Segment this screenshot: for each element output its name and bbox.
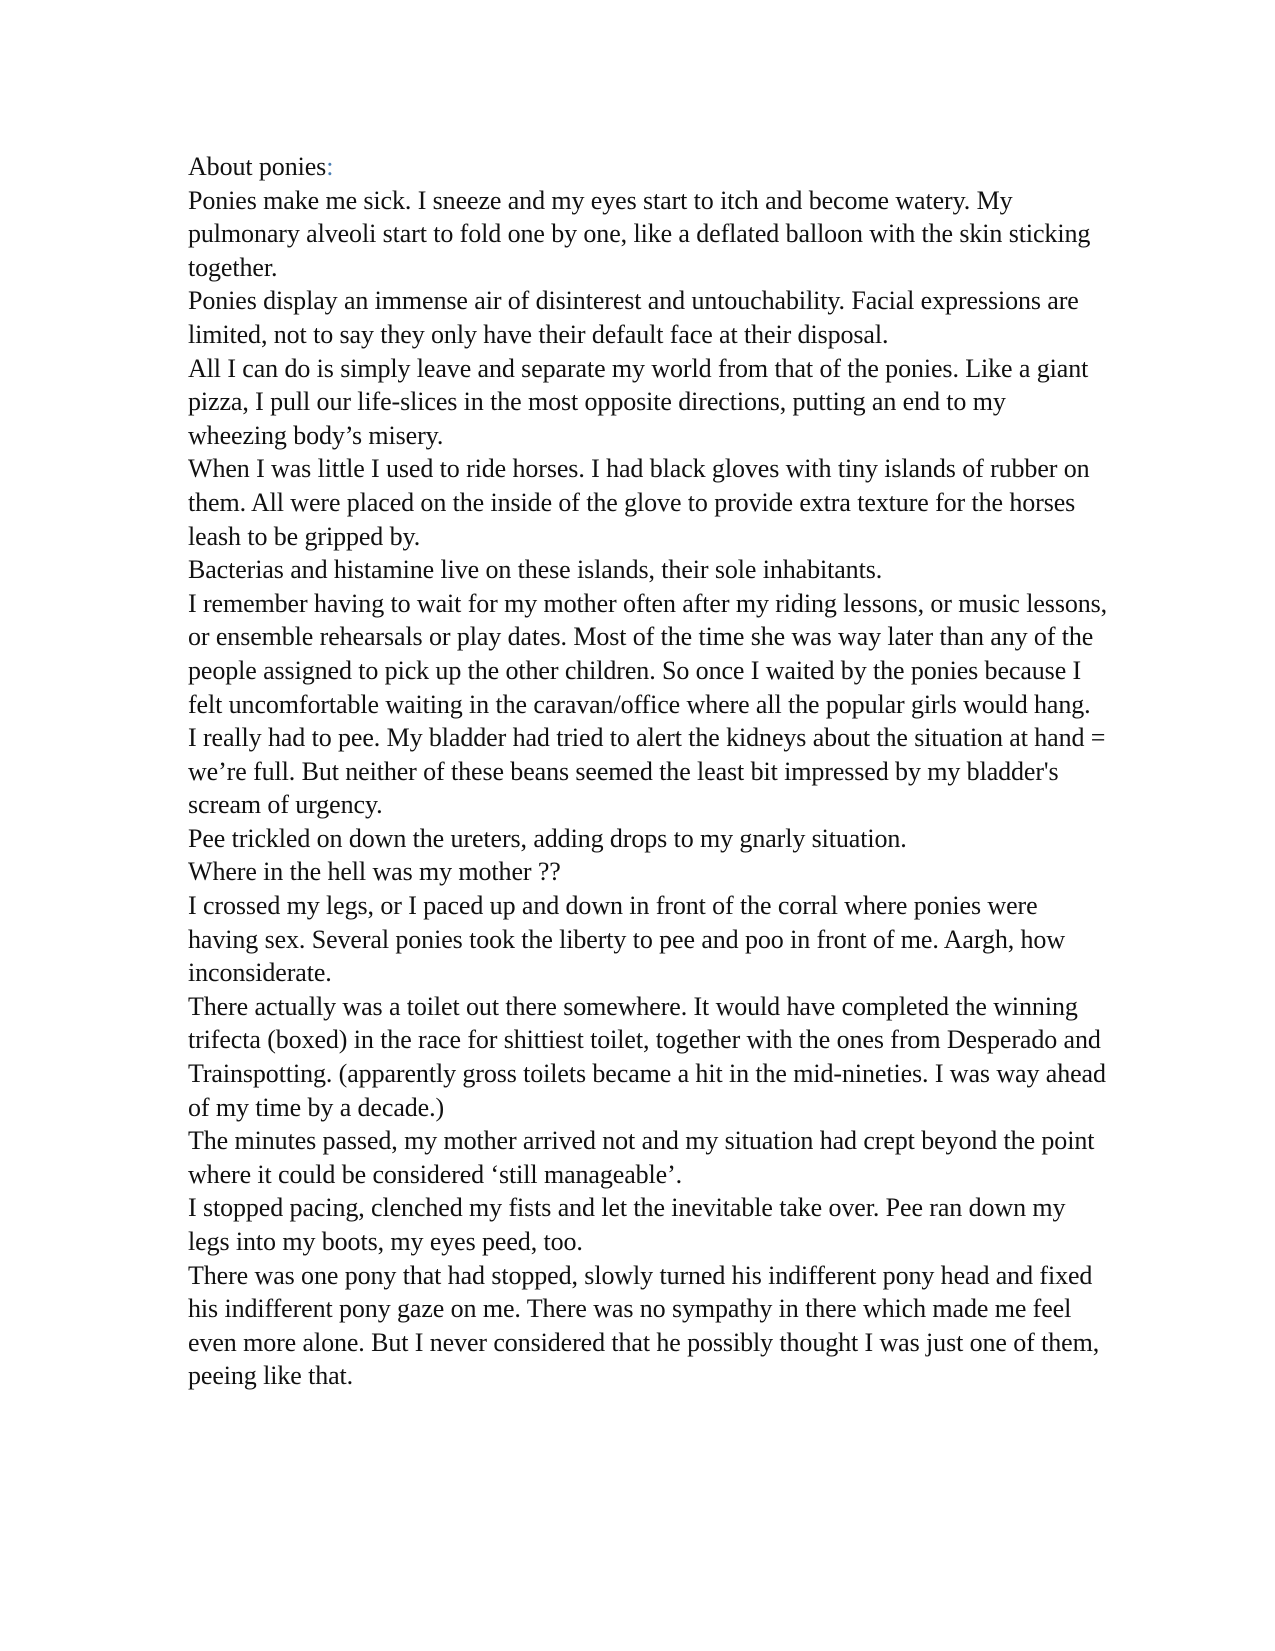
paragraph-13: I stopped pacing, clenched my fists and let the inevitable take over. Pee ran down my legs into my boots, my eyes peed, too. (188, 1193, 1066, 1256)
paragraph-4: When I was little I used to ride horses. I had black gloves with tiny islands of rubber on them. All were placed on the inside of the glove to provide extra texture for the horses leash to be gripped by. (188, 454, 1090, 551)
title-colon: : (326, 152, 334, 181)
paragraph-11: There actually was a toilet out there somewhere. It would have completed the winning trifecta (boxed) in the race for shittiest toilet, together with the ones from Desperado and Trainspotting. (apparently gross toilets became a hit in the mid-nineties. I was way ahead of my time by a decade.) (188, 991, 1106, 1122)
paragraph-6: I remember having to wait for my mother often after my riding lessons, or music lessons, or ensemble rehearsals or play dates. Most of the time she was way later than any of the people assigned to pick up the other children. So once I waited by the ponies because I felt uncomfortable waiting in the caravan/office where all the popular girls would hang. (188, 588, 1108, 719)
paragraph-3: All I can do is simply leave and separate my world from that of the ponies. Like a giant pizza, I pull our life-slices in the most opposite directions, putting an end to my wheezing body’s misery. (188, 353, 1089, 450)
paragraph-14: There was one pony that had stopped, slowly turned his indifferent pony head and fixed his indifferent pony gaze on me. There was no sympathy in there which made me feel even more alone. But I never considered that he possibly thought I was just one of them, peeing like that. (188, 1260, 1100, 1391)
document-body (188, 150, 1108, 1393)
paragraph-12: The minutes passed, my mother arrived not and my situation had crept beyond the point where it could be considered ‘still manageable’. (188, 1126, 1095, 1189)
title-text: About ponies (188, 152, 327, 181)
paragraph-1: Ponies make me sick. I sneeze and my eyes start to itch and become watery. My pulmonary alveoli start to fold one by one, like a deflated balloon with the skin sticking together. (188, 185, 1091, 282)
document-title (188, 150, 1108, 184)
paragraph-7: I really had to pee. My bladder had tried to alert the kidneys about the situation at hand = we’re full. But neither of these beans seemed the least bit impressed by my bladder's scream of urgency. (188, 723, 1106, 820)
paragraph-5: Bacterias and histamine live on these islands, their sole inhabitants. (188, 555, 883, 585)
paragraph-8: Pee trickled on down the ureters, adding drops to my gnarly situation. (188, 823, 907, 853)
paragraph-9: Where in the hell was my mother ?? (188, 857, 561, 887)
paragraph-2: Ponies display an immense air of disinterest and untouchability. Facial expressions are limited, not to say they only have their default face at their disposal. (188, 286, 1079, 349)
paragraph-10: I crossed my legs, or I paced up and down in front of the corral where ponies were having sex. Several ponies took the liberty to pee and poo in front of me. Aargh, how inconsiderate. (188, 891, 1065, 988)
